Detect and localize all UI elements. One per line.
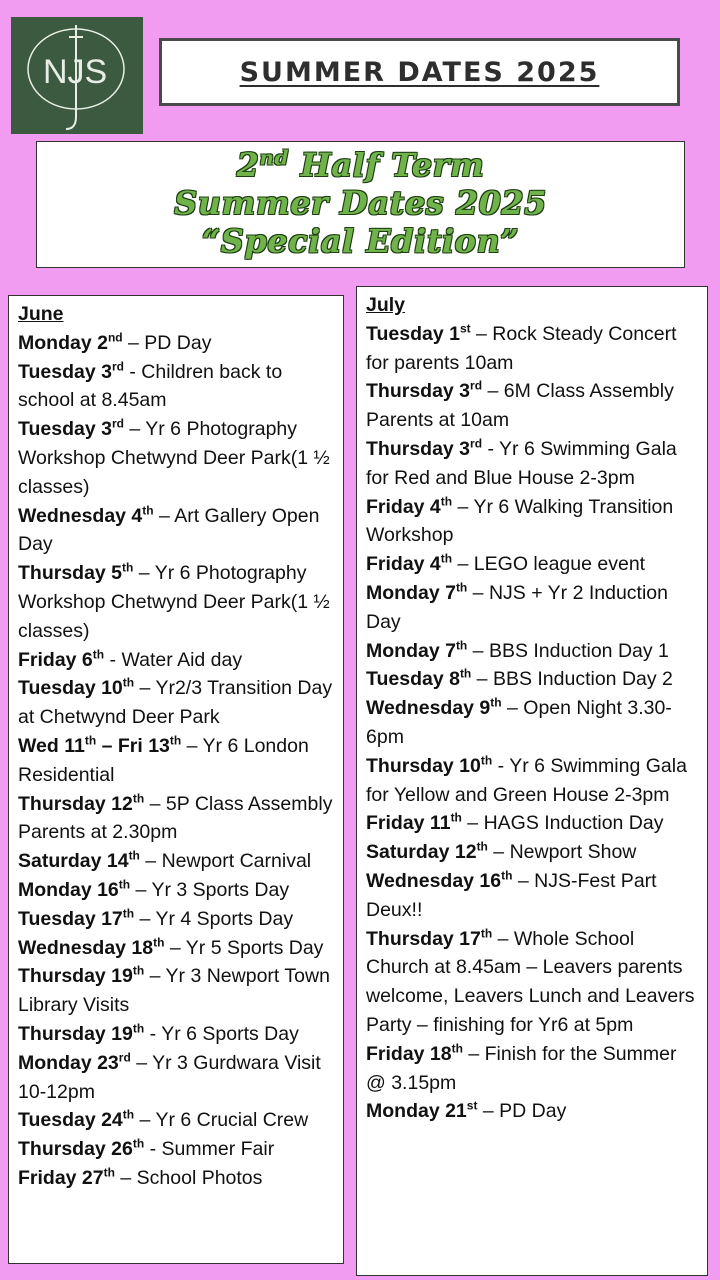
entry-text: – Yr 3 Sports Day xyxy=(130,878,290,901)
entry-date: Friday 11 xyxy=(366,812,451,835)
banner-line-1 xyxy=(37,146,684,184)
date-entry xyxy=(18,905,337,934)
entry-date-suffix: nd xyxy=(107,330,123,345)
entry-text: - Yr 6 Swimming Gala for Yellow and Green House 2-3pm xyxy=(366,754,687,806)
entry-text: - Summer Fair xyxy=(144,1138,275,1161)
entry-text: – 6M Class Assembly Parents at 10am xyxy=(366,380,674,432)
june-heading: June xyxy=(18,303,64,325)
date-entry xyxy=(366,838,701,867)
banner-ordinal: 2 xyxy=(236,146,260,184)
entry-date: Thursday 12 xyxy=(18,792,133,815)
entry-text: - Children back to school at 8.45am xyxy=(18,360,283,412)
entry-date: Tuesday 24 xyxy=(18,1109,123,1132)
entry-date-suffix: th xyxy=(122,560,134,575)
entry-date-suffix: th xyxy=(92,647,105,662)
entry-date: Friday 18 xyxy=(366,1042,452,1065)
entry-date: Friday 27 xyxy=(18,1166,104,1189)
entry-text: – Yr 6 Walking Transition Workshop xyxy=(366,495,674,547)
entry-date-suffix: th xyxy=(450,810,462,825)
entry-date: Thursday 26 xyxy=(18,1138,133,1161)
school-logo xyxy=(11,17,143,134)
entry-date-suffix: th xyxy=(490,695,502,710)
date-entry xyxy=(366,493,701,551)
entry-date: Tuesday 10 xyxy=(18,677,123,700)
date-entry xyxy=(366,550,701,579)
entry-date: Wednesday 18 xyxy=(18,936,154,959)
entry-date: Tuesday 3 xyxy=(18,360,112,383)
entry-text: – NJS-Fest Part Deux!! xyxy=(366,869,657,921)
entry-date-end: – Fri 13 xyxy=(96,734,170,757)
entry-text: – BBS Induction Day 1 xyxy=(467,639,669,662)
date-entry xyxy=(18,934,337,963)
entry-date-suffix: th xyxy=(132,791,145,806)
entry-text: – Newport Show xyxy=(487,841,637,864)
date-entry xyxy=(366,867,701,925)
entry-date-suffix: th xyxy=(459,666,472,681)
entry-date-suffix: th xyxy=(480,753,493,768)
entry-date: Tuesday 1 xyxy=(366,322,460,345)
entry-date-suffix: rd xyxy=(470,436,483,451)
entry-text: – Whole School Church at 8.45am – Leavers parents welcome, Leavers Lunch and Leavers Party – finishing for Yr6 at 5pm xyxy=(366,927,695,1036)
date-entry xyxy=(366,320,701,378)
june-list xyxy=(18,329,337,1193)
entry-date: Thursday 10 xyxy=(366,754,481,777)
entry-date: Monday 2 xyxy=(18,331,108,354)
date-entry xyxy=(18,358,337,416)
entry-date: Monday 7 xyxy=(366,639,456,662)
date-entry xyxy=(366,377,701,435)
entry-text: – Yr 5 Sports Day xyxy=(164,936,324,959)
date-entry xyxy=(18,847,337,876)
entry-text: - Water Aid day xyxy=(104,648,243,671)
date-entry xyxy=(366,925,701,1040)
entry-date-end-suffix: th xyxy=(169,733,182,748)
entry-date-suffix: th xyxy=(118,877,131,892)
entry-date: Monday 16 xyxy=(18,878,119,901)
entry-date: Wednesday 9 xyxy=(366,697,491,720)
entry-text: – Art Gallery Open Day xyxy=(18,504,320,556)
entry-text: – Yr 6 Crucial Crew xyxy=(134,1109,309,1132)
date-entry xyxy=(18,1135,337,1164)
date-entry xyxy=(366,694,701,752)
date-entry xyxy=(18,415,337,501)
entry-date-suffix: th xyxy=(476,839,488,854)
entry-date-suffix: th xyxy=(122,906,135,921)
july-list xyxy=(366,320,701,1126)
entry-date: Wednesday 16 xyxy=(366,869,502,892)
july-heading: July xyxy=(366,294,406,316)
entry-date-suffix: th xyxy=(84,733,97,748)
entry-text: – Rock Steady Concert for parents 10am xyxy=(366,322,677,374)
entry-text: – School Photos xyxy=(114,1166,263,1189)
june-column xyxy=(8,295,344,1264)
entry-text: – PD Day xyxy=(122,331,212,354)
entry-text: – HAGS Induction Day xyxy=(461,812,664,835)
entry-date: Friday 4 xyxy=(366,495,441,518)
entry-date: Thursday 19 xyxy=(18,1022,133,1045)
title-box xyxy=(159,38,680,106)
date-entry xyxy=(18,962,337,1020)
entry-date-suffix: th xyxy=(128,848,140,863)
date-entry xyxy=(18,790,337,848)
entry-date-suffix: th xyxy=(501,868,513,883)
entry-text: – NJS + Yr 2 Induction Day xyxy=(366,581,668,633)
date-entry xyxy=(18,876,337,905)
entry-date: Monday 23 xyxy=(18,1051,119,1074)
entry-date-suffix: th xyxy=(132,1021,145,1036)
date-entry xyxy=(18,502,337,560)
entry-text: – Yr 3 Newport Town Library Visits xyxy=(18,965,330,1017)
entry-text: – Yr 6 Photography Workshop Chetwynd Deer Park(1 ½ classes) xyxy=(18,562,330,642)
date-entry xyxy=(366,809,701,838)
entry-date-suffix: rd xyxy=(470,378,483,393)
date-entry xyxy=(18,559,337,645)
entry-date-suffix: rd xyxy=(111,416,124,431)
entry-date-suffix: th xyxy=(142,503,154,518)
entry-text: – PD Day xyxy=(477,1100,567,1123)
date-entry xyxy=(366,665,701,694)
entry-text: - Yr 6 Sports Day xyxy=(144,1022,299,1045)
date-entry xyxy=(18,1164,337,1193)
banner-line-2: Summer Dates 2025 xyxy=(174,184,547,222)
date-entry xyxy=(18,329,337,358)
entry-date: Monday 21 xyxy=(366,1100,467,1123)
entry-text: – Yr 3 Gurdwara Visit 10-12pm xyxy=(18,1051,321,1103)
entry-date: Thursday 3 xyxy=(366,437,471,460)
entry-date-suffix: th xyxy=(122,1107,135,1122)
date-entry xyxy=(18,732,337,790)
entry-text: - Yr 6 Swimming Gala for Red and Blue House 2-3pm xyxy=(366,437,677,489)
entry-date-suffix: rd xyxy=(111,359,124,374)
entry-date-suffix: th xyxy=(103,1165,115,1180)
entry-date-suffix: th xyxy=(132,963,145,978)
entry-text: – Yr2/3 Transition Day at Chetwynd Deer Park xyxy=(18,677,333,729)
entry-date: Tuesday 3 xyxy=(18,418,112,441)
entry-date: Thursday 5 xyxy=(18,562,123,585)
entry-text: – Newport Carnival xyxy=(139,850,312,873)
date-entry xyxy=(366,752,701,810)
date-entry xyxy=(366,435,701,493)
entry-date: Friday 6 xyxy=(18,648,93,671)
page-title: SUMMER DATES 2025 xyxy=(239,56,600,88)
entry-date: Tuesday 17 xyxy=(18,907,123,930)
date-entry xyxy=(366,637,701,666)
entry-text: – Yr 4 Sports Day xyxy=(134,907,294,930)
banner-ordinal-suffix: nd xyxy=(259,145,289,170)
date-entry xyxy=(18,1020,337,1049)
entry-date: Wednesday 4 xyxy=(18,504,143,527)
entry-date: Thursday 17 xyxy=(366,927,481,950)
entry-date: Monday 7 xyxy=(366,581,456,604)
logo-letters: NJS xyxy=(43,53,108,91)
entry-date-suffix: th xyxy=(153,935,165,950)
entry-text: – Yr 6 Photography Workshop Chetwynd Deer Park(1 ½ classes) xyxy=(18,418,330,498)
entry-date: Saturday 12 xyxy=(366,841,477,864)
entry-date-suffix: th xyxy=(451,1041,463,1056)
entry-date-suffix: th xyxy=(440,551,453,566)
date-entry xyxy=(18,1049,337,1107)
banner-line-3: “Special Edition” xyxy=(201,222,520,260)
entry-text: – 5P Class Assembly Parents at 2.30pm xyxy=(18,792,333,844)
july-column xyxy=(356,286,708,1276)
entry-date-suffix: th xyxy=(440,494,453,509)
entry-text: – LEGO league event xyxy=(452,553,646,576)
entry-date-suffix: st xyxy=(466,1098,478,1113)
entry-date-suffix: th xyxy=(480,926,493,941)
entry-date-suffix: st xyxy=(459,321,471,336)
date-entry xyxy=(18,1106,337,1135)
entry-date: Wed 11 xyxy=(18,734,85,757)
banner-line-1-text: Half Term xyxy=(288,146,485,184)
entry-text: – Yr 6 London Residential xyxy=(18,734,309,786)
date-entry xyxy=(366,579,701,637)
entry-date: Friday 4 xyxy=(366,553,441,576)
date-entry xyxy=(366,1097,701,1126)
banner xyxy=(36,141,685,268)
entry-text: – Open Night 3.30-6pm xyxy=(366,697,672,748)
entry-date-suffix: rd xyxy=(118,1050,131,1065)
entry-text: – Finish for the Summer @ 3.15pm xyxy=(366,1042,677,1094)
entry-date-suffix: th xyxy=(132,1136,145,1151)
entry-text: – BBS Induction Day 2 xyxy=(471,668,673,691)
entry-date-suffix: th xyxy=(122,675,135,690)
date-entry xyxy=(18,674,337,732)
entry-date: Thursday 19 xyxy=(18,965,133,988)
entry-date-suffix: th xyxy=(455,580,468,595)
entry-date: Tuesday 8 xyxy=(366,668,460,691)
entry-date-suffix: th xyxy=(455,638,468,653)
entry-date: Saturday 14 xyxy=(18,850,129,873)
entry-date: Thursday 3 xyxy=(366,380,471,403)
date-entry xyxy=(366,1040,701,1098)
date-entry xyxy=(18,646,337,675)
